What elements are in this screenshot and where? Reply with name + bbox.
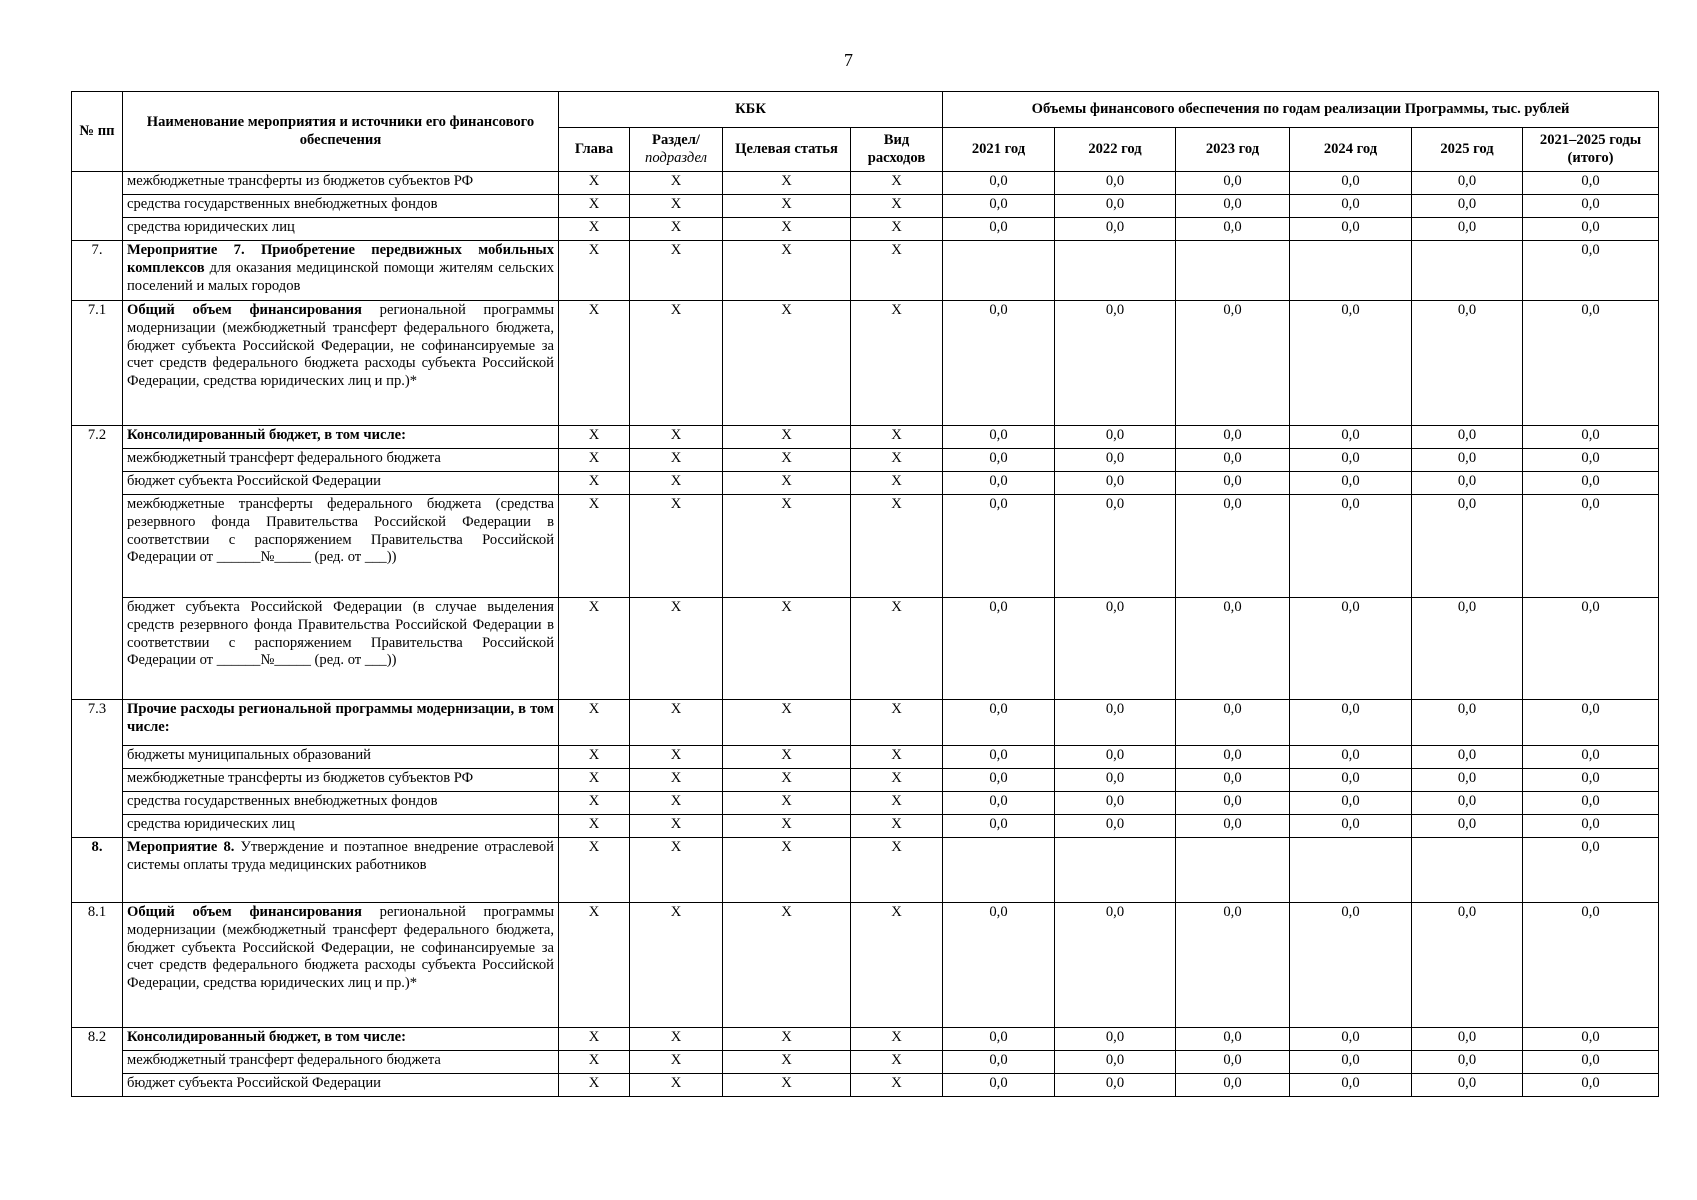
- value-cell: 0,0: [1290, 700, 1412, 746]
- kbk-cell: X: [851, 1051, 943, 1074]
- kbk-cell: X: [559, 815, 630, 838]
- value-cell: 0,0: [1412, 700, 1523, 746]
- kbk-cell: X: [559, 426, 630, 449]
- table-row: [72, 241, 1659, 301]
- kbk-cell: X: [630, 218, 723, 241]
- row-name: межбюджетный трансферт федерального бюджета: [123, 1051, 559, 1074]
- value-cell: 0,0: [1412, 746, 1523, 769]
- value-cell: 0,0: [943, 746, 1055, 769]
- table-row: [72, 301, 1659, 426]
- row-name: бюджет субъекта Российской Федерации: [123, 1074, 559, 1097]
- value-cell: 0,0: [1290, 746, 1412, 769]
- row-number: [72, 172, 123, 241]
- row-name: Консолидированный бюджет, в том числе:: [123, 426, 559, 449]
- value-cell: 0,0: [943, 1028, 1055, 1051]
- value-cell: 0,0: [1055, 598, 1176, 700]
- value-cell: 0,0: [1412, 903, 1523, 1028]
- value-cell: 0,0: [1523, 172, 1659, 195]
- kbk-cell: X: [559, 472, 630, 495]
- value-cell: 0,0: [1176, 1074, 1290, 1097]
- value-cell: 0,0: [1290, 1051, 1412, 1074]
- value-cell: 0,0: [1523, 815, 1659, 838]
- header-expense-type: Вид расходов: [851, 128, 943, 172]
- kbk-cell: X: [851, 472, 943, 495]
- value-cell: 0,0: [1176, 1028, 1290, 1051]
- value-cell: 0,0: [943, 769, 1055, 792]
- value-cell: 0,0: [1412, 218, 1523, 241]
- header-name: Наименование мероприятия и источники его финансового обеспечения: [123, 92, 559, 172]
- value-cell: 0,0: [1290, 472, 1412, 495]
- kbk-cell: X: [630, 903, 723, 1028]
- value-cell: 0,0: [1176, 495, 1290, 598]
- value-cell: 0,0: [1055, 746, 1176, 769]
- value-cell: [1176, 241, 1290, 301]
- kbk-cell: X: [851, 1074, 943, 1097]
- value-cell: 0,0: [1176, 598, 1290, 700]
- page-number: 7: [844, 50, 853, 70]
- value-cell: 0,0: [1290, 769, 1412, 792]
- kbk-cell: X: [723, 426, 851, 449]
- value-cell: 0,0: [1523, 241, 1659, 301]
- value-cell: 0,0: [1523, 838, 1659, 903]
- table-row: [72, 746, 1659, 769]
- row-number: 7.1: [72, 301, 123, 426]
- row-name: средства государственных внебюджетных фондов: [123, 792, 559, 815]
- header-target: Целевая статья: [723, 128, 851, 172]
- value-cell: 0,0: [943, 792, 1055, 815]
- kbk-cell: X: [630, 1028, 723, 1051]
- kbk-cell: X: [630, 495, 723, 598]
- kbk-cell: X: [851, 218, 943, 241]
- value-cell: 0,0: [1055, 1074, 1176, 1097]
- value-cell: 0,0: [1290, 301, 1412, 426]
- header-year: 2023 год: [1176, 128, 1290, 172]
- value-cell: 0,0: [1290, 426, 1412, 449]
- value-cell: [943, 241, 1055, 301]
- kbk-cell: X: [851, 1028, 943, 1051]
- kbk-cell: X: [723, 472, 851, 495]
- kbk-cell: X: [723, 241, 851, 301]
- value-cell: 0,0: [1290, 1074, 1412, 1097]
- value-cell: 0,0: [1412, 1074, 1523, 1097]
- value-cell: 0,0: [943, 301, 1055, 426]
- row-number: 7.2: [72, 426, 123, 700]
- row-name: межбюджетные трансферты из бюджетов субъектов РФ: [123, 172, 559, 195]
- value-cell: [1176, 838, 1290, 903]
- value-cell: 0,0: [1523, 1074, 1659, 1097]
- header-year: 2021 год: [943, 128, 1055, 172]
- row-name: Общий объем финансирования региональной программы модернизации (межбюджетный трансферт федерального бюджета, бюджет субъекта Российской Федерации, не софинансируемые за счет средств федерального бюджета расходы субъекта Российской Федерации, средства юридических лиц и пр.)*: [123, 903, 559, 1028]
- row-number: 7.: [72, 241, 123, 301]
- kbk-cell: X: [630, 449, 723, 472]
- value-cell: 0,0: [1412, 195, 1523, 218]
- kbk-cell: X: [630, 195, 723, 218]
- value-cell: 0,0: [1176, 1051, 1290, 1074]
- kbk-cell: X: [723, 195, 851, 218]
- table-row: [72, 426, 1659, 449]
- value-cell: 0,0: [1412, 1028, 1523, 1051]
- value-cell: 0,0: [1412, 792, 1523, 815]
- header-year: 2024 год: [1290, 128, 1412, 172]
- kbk-cell: X: [630, 815, 723, 838]
- kbk-cell: X: [559, 700, 630, 746]
- value-cell: 0,0: [1290, 172, 1412, 195]
- value-cell: 0,0: [1176, 815, 1290, 838]
- kbk-cell: X: [559, 172, 630, 195]
- kbk-cell: X: [851, 449, 943, 472]
- kbk-cell: X: [559, 218, 630, 241]
- value-cell: 0,0: [943, 598, 1055, 700]
- table-row: [72, 769, 1659, 792]
- value-cell: 0,0: [1055, 218, 1176, 241]
- value-cell: 0,0: [1176, 301, 1290, 426]
- kbk-cell: X: [559, 301, 630, 426]
- row-name: Консолидированный бюджет, в том числе:: [123, 1028, 559, 1051]
- value-cell: [1412, 838, 1523, 903]
- value-cell: [943, 838, 1055, 903]
- table-row: [72, 838, 1659, 903]
- value-cell: 0,0: [943, 426, 1055, 449]
- kbk-cell: X: [851, 769, 943, 792]
- kbk-cell: X: [559, 792, 630, 815]
- kbk-cell: X: [559, 769, 630, 792]
- value-cell: 0,0: [1176, 472, 1290, 495]
- kbk-cell: X: [630, 472, 723, 495]
- value-cell: 0,0: [1523, 700, 1659, 746]
- table-row: [72, 172, 1659, 195]
- kbk-cell: X: [723, 746, 851, 769]
- value-cell: 0,0: [1055, 1051, 1176, 1074]
- value-cell: 0,0: [1523, 449, 1659, 472]
- value-cell: 0,0: [1523, 746, 1659, 769]
- value-cell: 0,0: [943, 1074, 1055, 1097]
- value-cell: 0,0: [1412, 172, 1523, 195]
- kbk-cell: X: [723, 700, 851, 746]
- table-row: [72, 1074, 1659, 1097]
- value-cell: 0,0: [1290, 1028, 1412, 1051]
- row-name: межбюджетные трансферты из бюджетов субъектов РФ: [123, 769, 559, 792]
- value-cell: 0,0: [943, 195, 1055, 218]
- value-cell: 0,0: [1523, 1051, 1659, 1074]
- header-year-total: 2021–2025 годы (итого): [1523, 128, 1659, 172]
- kbk-cell: X: [630, 769, 723, 792]
- kbk-cell: X: [723, 903, 851, 1028]
- kbk-cell: X: [851, 172, 943, 195]
- value-cell: 0,0: [943, 700, 1055, 746]
- kbk-cell: X: [559, 241, 630, 301]
- kbk-cell: X: [851, 700, 943, 746]
- row-name: средства юридических лиц: [123, 218, 559, 241]
- kbk-cell: X: [723, 1074, 851, 1097]
- row-name: Прочие расходы региональной программы модернизации, в том числе:: [123, 700, 559, 746]
- kbk-cell: X: [851, 815, 943, 838]
- row-name: средства юридических лиц: [123, 815, 559, 838]
- value-cell: 0,0: [1412, 598, 1523, 700]
- kbk-cell: X: [723, 495, 851, 598]
- value-cell: 0,0: [1523, 472, 1659, 495]
- header-funding: Объемы финансового обеспечения по годам реализации Программы, тыс. рублей: [943, 92, 1659, 128]
- table-row: [72, 218, 1659, 241]
- kbk-cell: X: [851, 792, 943, 815]
- table-row: [72, 700, 1659, 746]
- value-cell: 0,0: [943, 903, 1055, 1028]
- value-cell: 0,0: [1176, 769, 1290, 792]
- value-cell: 0,0: [1523, 769, 1659, 792]
- value-cell: 0,0: [1055, 1028, 1176, 1051]
- value-cell: 0,0: [1290, 792, 1412, 815]
- value-cell: 0,0: [1055, 495, 1176, 598]
- kbk-cell: X: [630, 792, 723, 815]
- value-cell: 0,0: [1523, 903, 1659, 1028]
- kbk-cell: X: [723, 815, 851, 838]
- table-row: [72, 792, 1659, 815]
- value-cell: [1055, 838, 1176, 903]
- row-name: бюджет субъекта Российской Федерации: [123, 472, 559, 495]
- value-cell: 0,0: [1412, 1051, 1523, 1074]
- row-name: средства государственных внебюджетных фондов: [123, 195, 559, 218]
- value-cell: 0,0: [1290, 449, 1412, 472]
- value-cell: 0,0: [1412, 426, 1523, 449]
- value-cell: 0,0: [1412, 301, 1523, 426]
- row-name: межбюджетные трансферты федерального бюджета (средства резервного фонда Правительства Российской Федерации в соответствии с распоряжением Правительства Российской Федерации от ______№_____ (ред. от ___)): [123, 495, 559, 598]
- row-number: 8.2: [72, 1028, 123, 1097]
- value-cell: 0,0: [1290, 815, 1412, 838]
- kbk-cell: X: [851, 598, 943, 700]
- header-year: 2022 год: [1055, 128, 1176, 172]
- kbk-cell: X: [559, 195, 630, 218]
- value-cell: 0,0: [943, 472, 1055, 495]
- value-cell: 0,0: [1412, 769, 1523, 792]
- kbk-cell: X: [723, 1028, 851, 1051]
- row-number: 8.: [72, 838, 123, 903]
- header-num: № пп: [72, 92, 123, 172]
- kbk-cell: X: [723, 792, 851, 815]
- value-cell: 0,0: [1055, 903, 1176, 1028]
- kbk-cell: X: [559, 746, 630, 769]
- value-cell: 0,0: [1523, 301, 1659, 426]
- value-cell: 0,0: [1055, 426, 1176, 449]
- kbk-cell: X: [630, 1051, 723, 1074]
- value-cell: 0,0: [943, 495, 1055, 598]
- kbk-cell: X: [723, 218, 851, 241]
- kbk-cell: X: [723, 598, 851, 700]
- value-cell: 0,0: [943, 449, 1055, 472]
- value-cell: 0,0: [943, 1051, 1055, 1074]
- value-cell: [1290, 241, 1412, 301]
- value-cell: 0,0: [1412, 472, 1523, 495]
- kbk-cell: X: [723, 1051, 851, 1074]
- value-cell: [1290, 838, 1412, 903]
- row-name: бюджеты муниципальных образований: [123, 746, 559, 769]
- header-razdel: Раздел/ подраздел: [630, 128, 723, 172]
- table-row: [72, 815, 1659, 838]
- kbk-cell: X: [851, 241, 943, 301]
- kbk-cell: X: [559, 1051, 630, 1074]
- kbk-cell: X: [630, 700, 723, 746]
- kbk-cell: X: [630, 838, 723, 903]
- header-kbk: КБК: [559, 92, 943, 128]
- kbk-cell: X: [559, 1074, 630, 1097]
- value-cell: 0,0: [1290, 195, 1412, 218]
- table-row: [72, 495, 1659, 598]
- kbk-cell: X: [851, 838, 943, 903]
- kbk-cell: X: [559, 903, 630, 1028]
- value-cell: 0,0: [1523, 598, 1659, 700]
- value-cell: 0,0: [1412, 449, 1523, 472]
- value-cell: 0,0: [1055, 472, 1176, 495]
- table-row: [72, 1051, 1659, 1074]
- value-cell: 0,0: [1290, 903, 1412, 1028]
- value-cell: 0,0: [1523, 495, 1659, 598]
- value-cell: 0,0: [1290, 218, 1412, 241]
- kbk-cell: X: [630, 172, 723, 195]
- value-cell: 0,0: [1055, 815, 1176, 838]
- row-name: бюджет субъекта Российской Федерации (в случае выделения средств резервного фонда Правительства Российской Федерации в соответствии с распоряжением Правительства Российской Федерации от ______№_____ (ред. от ___)): [123, 598, 559, 700]
- table-row: [72, 472, 1659, 495]
- table-row: [72, 903, 1659, 1028]
- value-cell: 0,0: [1176, 426, 1290, 449]
- value-cell: 0,0: [1523, 426, 1659, 449]
- kbk-cell: X: [630, 241, 723, 301]
- value-cell: [1412, 241, 1523, 301]
- row-name: межбюджетный трансферт федерального бюджета: [123, 449, 559, 472]
- value-cell: 0,0: [1176, 172, 1290, 195]
- kbk-cell: X: [559, 838, 630, 903]
- value-cell: 0,0: [1055, 449, 1176, 472]
- kbk-cell: X: [630, 1074, 723, 1097]
- header-glava: Глава: [559, 128, 630, 172]
- kbk-cell: X: [630, 598, 723, 700]
- value-cell: 0,0: [943, 815, 1055, 838]
- kbk-cell: X: [559, 1028, 630, 1051]
- value-cell: 0,0: [943, 172, 1055, 195]
- kbk-cell: X: [723, 449, 851, 472]
- kbk-cell: X: [723, 769, 851, 792]
- kbk-cell: X: [723, 172, 851, 195]
- value-cell: 0,0: [1523, 195, 1659, 218]
- kbk-cell: X: [723, 838, 851, 903]
- value-cell: 0,0: [1176, 700, 1290, 746]
- value-cell: 0,0: [1176, 903, 1290, 1028]
- value-cell: 0,0: [1290, 495, 1412, 598]
- value-cell: 0,0: [1290, 598, 1412, 700]
- kbk-cell: X: [630, 426, 723, 449]
- row-name: Общий объем финансирования региональной программы модернизации (межбюджетный трансферт федерального бюджета, бюджет субъекта Российской Федерации, не софинансируемые за счет средств федерального бюджета расходы субъекта Российской Федерации, средства юридических лиц и пр.)*: [123, 301, 559, 426]
- value-cell: 0,0: [1523, 218, 1659, 241]
- value-cell: 0,0: [1055, 769, 1176, 792]
- row-number: 7.3: [72, 700, 123, 838]
- value-cell: 0,0: [1176, 746, 1290, 769]
- funding-table: [71, 91, 1659, 1097]
- kbk-cell: X: [851, 746, 943, 769]
- table-row: [72, 1028, 1659, 1051]
- header-year: 2025 год: [1412, 128, 1523, 172]
- kbk-cell: X: [559, 495, 630, 598]
- kbk-cell: X: [851, 903, 943, 1028]
- value-cell: 0,0: [1523, 792, 1659, 815]
- value-cell: 0,0: [1523, 1028, 1659, 1051]
- kbk-cell: X: [851, 426, 943, 449]
- value-cell: 0,0: [1176, 449, 1290, 472]
- table-row: [72, 449, 1659, 472]
- kbk-cell: X: [851, 495, 943, 598]
- value-cell: 0,0: [1055, 700, 1176, 746]
- value-cell: 0,0: [1176, 218, 1290, 241]
- kbk-cell: X: [723, 301, 851, 426]
- value-cell: 0,0: [1055, 195, 1176, 218]
- value-cell: 0,0: [1176, 195, 1290, 218]
- table-row: [72, 195, 1659, 218]
- value-cell: [1055, 241, 1176, 301]
- value-cell: 0,0: [1055, 301, 1176, 426]
- kbk-cell: X: [851, 301, 943, 426]
- kbk-cell: X: [559, 449, 630, 472]
- table-row: [72, 598, 1659, 700]
- value-cell: 0,0: [1055, 792, 1176, 815]
- row-name: Мероприятие 8. Утверждение и поэтапное внедрение отраслевой системы оплаты труда медицинских работников: [123, 838, 559, 903]
- kbk-cell: X: [559, 598, 630, 700]
- row-name: Мероприятие 7. Приобретение передвижных мобильных комплексов для оказания медицинской помощи жителям сельских поселений и малых городов: [123, 241, 559, 301]
- value-cell: 0,0: [1412, 495, 1523, 598]
- value-cell: 0,0: [943, 218, 1055, 241]
- value-cell: 0,0: [1055, 172, 1176, 195]
- kbk-cell: X: [851, 195, 943, 218]
- kbk-cell: X: [630, 746, 723, 769]
- row-number: 8.1: [72, 903, 123, 1028]
- value-cell: 0,0: [1412, 815, 1523, 838]
- kbk-cell: X: [630, 301, 723, 426]
- value-cell: 0,0: [1176, 792, 1290, 815]
